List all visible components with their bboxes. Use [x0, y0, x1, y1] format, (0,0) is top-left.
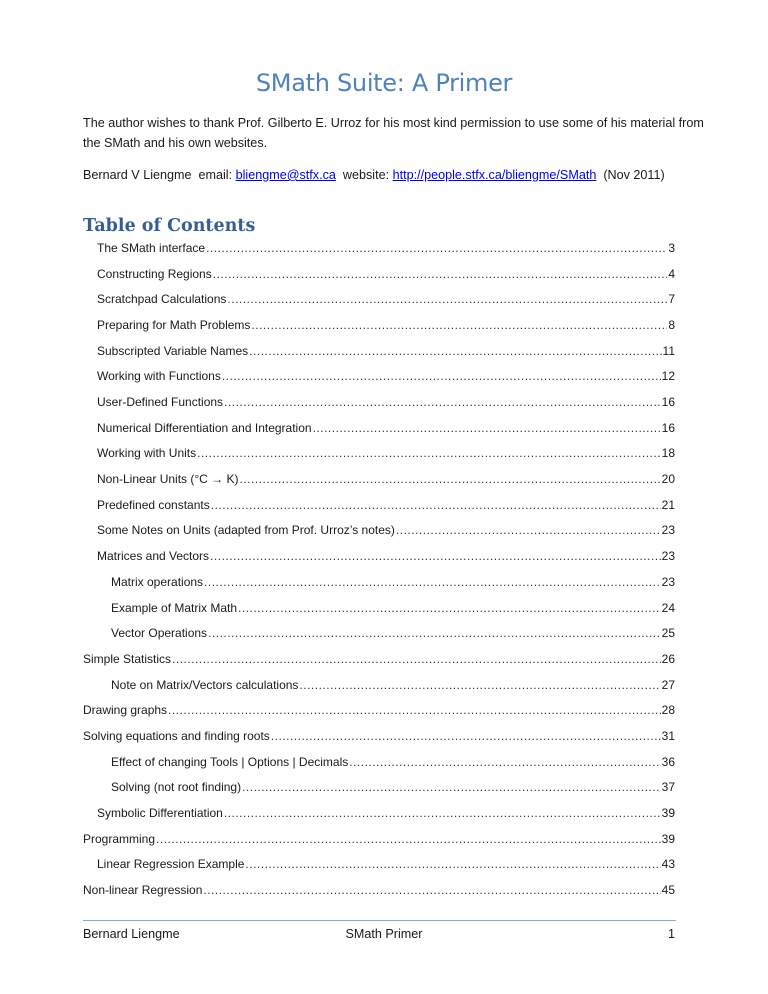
- dot-leader: [172, 651, 661, 667]
- toc-entry-page: 18: [661, 446, 675, 461]
- acknowledgement-paragraph: The author wishes to thank Prof. Gilberto E. Urroz for his most kind permission to use some of his material from the SMath and his own websites.: [83, 116, 704, 150]
- toc-entry-label: Drawing graphs: [83, 703, 168, 718]
- toc-entry-page: 8: [668, 318, 675, 333]
- dot-leader: [242, 779, 661, 795]
- dot-leader: [211, 497, 661, 513]
- toc-entry-page: 24: [661, 600, 675, 615]
- toc-entry[interactable]: [111, 754, 675, 770]
- toc-entry-page: 21: [661, 497, 675, 512]
- website-link[interactable]: http://people.stfx.ca/bliengme/SMath: [392, 168, 597, 182]
- toc-entry-page: 4: [668, 266, 675, 281]
- dot-leader: [349, 754, 660, 770]
- dot-leader: [206, 240, 667, 256]
- toc-entry-label: Simple Statistics: [83, 651, 172, 666]
- toc-entry[interactable]: [83, 702, 675, 718]
- dot-leader: [156, 831, 661, 847]
- footer-title: SMath Primer: [345, 927, 423, 941]
- dot-leader: [245, 856, 660, 872]
- toc-entry-label: Non-Linear Units (°C → K): [97, 472, 239, 487]
- dot-leader: [224, 394, 661, 410]
- toc-entry-label: Scratchpad Calculations: [97, 292, 227, 307]
- website-label: website:: [335, 168, 393, 182]
- toc-entry[interactable]: [83, 728, 675, 744]
- toc-entry[interactable]: [83, 831, 675, 847]
- toc-entry-label: Vector Operations: [111, 626, 208, 641]
- author-line: [83, 167, 665, 183]
- toc-entry[interactable]: [97, 522, 675, 538]
- dot-leader: [203, 882, 660, 898]
- dot-leader: [208, 625, 661, 641]
- toc-entry[interactable]: [97, 291, 675, 307]
- toc-entry-page: 23: [661, 574, 675, 589]
- toc-entry[interactable]: [97, 445, 675, 461]
- toc-entry-page: 23: [661, 523, 675, 538]
- toc-heading: Table of Contents: [83, 216, 256, 236]
- toc-entry-label: Solving equations and finding roots: [83, 728, 270, 743]
- email-link[interactable]: bliengme@stfx.ca: [235, 168, 336, 182]
- toc-entry-page: 27: [661, 677, 675, 692]
- toc-entry[interactable]: [111, 600, 675, 616]
- dot-leader: [213, 266, 668, 282]
- toc-entry[interactable]: [97, 548, 675, 564]
- toc-entry-page: 43: [661, 857, 675, 872]
- dot-leader: [210, 548, 661, 564]
- toc-entry[interactable]: [111, 779, 675, 795]
- toc-entry-page: 3: [668, 241, 675, 255]
- toc-entry-page: 16: [661, 420, 675, 435]
- dot-leader: [224, 805, 661, 821]
- dot-leader: [222, 368, 661, 384]
- dot-leader: [240, 471, 661, 487]
- toc-entry-label: User-Defined Functions: [97, 395, 224, 410]
- toc-entry-label: Matrices and Vectors: [97, 549, 210, 564]
- date-text: (Nov 2011): [596, 168, 665, 182]
- toc-entry-page: 28: [661, 703, 675, 718]
- footer-divider: [83, 920, 676, 921]
- toc-entry-page: 16: [661, 395, 675, 410]
- dot-leader: [197, 445, 661, 461]
- author-name: Bernard V Liengme email:: [83, 168, 236, 182]
- toc-entry-label: Working with Functions: [97, 369, 221, 384]
- toc-entry-label: Numerical Differentiation and Integration: [97, 420, 312, 435]
- toc-entry-label: The SMath interface: [97, 241, 206, 255]
- toc-entry-page: 45: [661, 883, 675, 897]
- toc-entry-page: 31: [661, 728, 675, 743]
- toc-entry-label: Non-linear Regression: [83, 883, 203, 897]
- toc-entry-label: Subscripted Variable Names: [97, 343, 249, 358]
- toc-entry[interactable]: [97, 343, 675, 359]
- toc-entry[interactable]: [97, 805, 675, 821]
- toc-entry-label: Predefined constants: [97, 497, 210, 512]
- toc-entry-page: 39: [661, 831, 675, 846]
- dot-leader: [313, 420, 661, 436]
- toc-entry-label: Constructing Regions: [97, 266, 212, 281]
- toc-entry-label: Working with Units: [97, 446, 197, 461]
- toc-entry[interactable]: [111, 574, 675, 590]
- toc-entry[interactable]: [97, 856, 675, 872]
- toc-entry-label: Solving (not root finding): [111, 780, 242, 795]
- toc-entry-page: 37: [661, 780, 675, 795]
- dot-leader: [396, 522, 661, 538]
- toc-entry-page: 39: [661, 805, 675, 820]
- toc-entry[interactable]: [97, 317, 675, 333]
- dot-leader: [251, 317, 667, 333]
- dot-leader: [299, 677, 660, 693]
- toc-entry[interactable]: [111, 625, 675, 641]
- toc-entry[interactable]: [97, 266, 675, 282]
- toc-entry-label: Effect of changing Tools | Options | Decimals: [111, 754, 349, 769]
- toc-entry[interactable]: [97, 420, 675, 436]
- dot-leader: [227, 291, 667, 307]
- toc-entry[interactable]: [83, 882, 675, 898]
- toc-entry-page: 36: [661, 754, 675, 769]
- toc-entry-label: Note on Matrix/Vectors calculations: [111, 677, 299, 692]
- toc-entry-page: 23: [661, 549, 675, 564]
- toc-entry-label: Linear Regression Example: [97, 857, 245, 872]
- toc-entry[interactable]: [97, 368, 675, 384]
- toc-entry-label: Programming: [83, 831, 156, 846]
- dot-leader: [204, 574, 661, 590]
- toc-entry-label: Some Notes on Units (adapted from Prof. Urroz’s notes): [97, 523, 395, 538]
- dot-leader: [271, 728, 661, 744]
- toc-entry-page: 7: [668, 292, 675, 307]
- toc-entry[interactable]: [97, 394, 675, 410]
- toc-entry-label: Matrix operations: [111, 574, 204, 589]
- toc-entry[interactable]: [97, 240, 675, 256]
- toc-entry[interactable]: [83, 651, 675, 667]
- footer-author: Bernard Liengme: [83, 927, 180, 941]
- footer-page-number: 1: [667, 927, 675, 941]
- toc-entry-label: Example of Matrix Math: [111, 600, 238, 615]
- dot-leader: [168, 702, 661, 718]
- toc-entry[interactable]: [97, 471, 675, 487]
- dot-leader: [238, 600, 661, 616]
- toc-entry[interactable]: [111, 677, 675, 693]
- toc-entry-page: 20: [661, 472, 675, 487]
- toc-entry-label: Preparing for Math Problems: [97, 318, 251, 333]
- toc-entry-page: 26: [661, 651, 675, 666]
- toc-entry-page: 12: [661, 369, 675, 384]
- toc-entry[interactable]: [97, 497, 675, 513]
- toc-entry-page: 11: [662, 343, 675, 358]
- document-title: SMath Suite: A Primer: [255, 69, 513, 97]
- dot-leader: [249, 343, 661, 359]
- toc-entry-label: Symbolic Differentiation: [97, 805, 223, 820]
- toc-entry-page: 25: [661, 626, 675, 641]
